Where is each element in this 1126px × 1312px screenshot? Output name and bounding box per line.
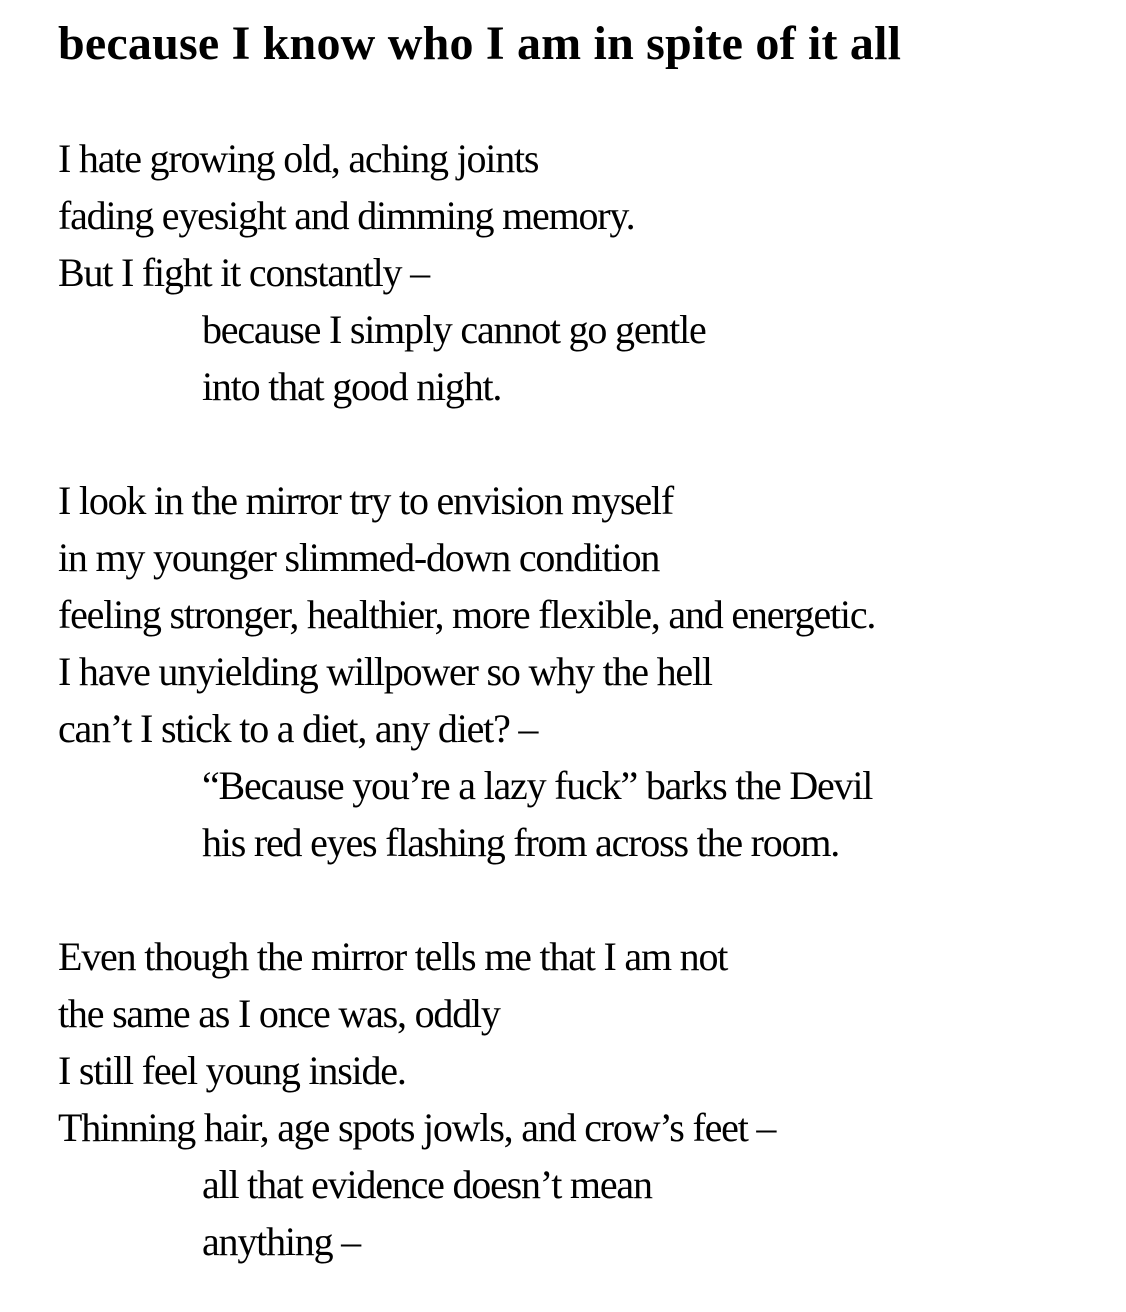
poem-line: fading eyesight and dimming memory. bbox=[58, 193, 635, 238]
poem-line: feeling stronger, healthier, more flexible, and energetic. bbox=[58, 592, 876, 637]
poem-line: in my younger slimmed-down condition bbox=[58, 535, 660, 580]
poem-line: I still feel young inside. bbox=[58, 1048, 406, 1093]
poem-line: can’t I stick to a diet, any diet? – bbox=[58, 706, 538, 751]
stanza-2 bbox=[58, 472, 1108, 871]
poem-line: Even though the mirror tells me that I am not bbox=[58, 934, 728, 979]
stanza-3 bbox=[58, 928, 1108, 1270]
poem-line-indented: “Because you’re a lazy fuck” barks the Devil bbox=[202, 763, 873, 808]
poem-line: But I fight it constantly – bbox=[58, 250, 429, 295]
poem-line-indented: his red eyes flashing from across the room. bbox=[202, 820, 840, 865]
poem-line: Thinning hair, age spots jowls, and crow’s feet – bbox=[58, 1105, 776, 1150]
poem-title: because I know who I am in spite of it all bbox=[58, 17, 902, 70]
stanza-1 bbox=[58, 130, 1108, 415]
poem-line: I look in the mirror try to envision myself bbox=[58, 478, 673, 523]
poem-line: I have unyielding willpower so why the hell bbox=[58, 649, 712, 694]
poem-line: the same as I once was, oddly bbox=[58, 991, 500, 1036]
poem-line-indented: anything – bbox=[202, 1219, 360, 1264]
poem-line-indented: into that good night. bbox=[202, 364, 502, 409]
poem-body bbox=[58, 130, 1108, 1270]
poem-line-indented: because I simply cannot go gentle bbox=[202, 307, 706, 352]
poem-line: I hate growing old, aching joints bbox=[58, 136, 539, 181]
poem-line-indented: all that evidence doesn’t mean bbox=[202, 1162, 652, 1207]
